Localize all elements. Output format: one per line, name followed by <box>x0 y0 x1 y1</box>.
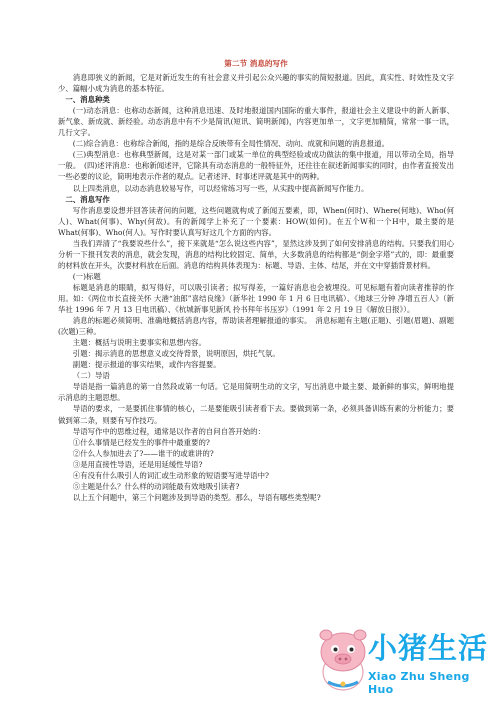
paragraph-typical-news: (三)典型消息：也称典型新闻，这是对某一部门或某一单位的典型经验或成功做法的集中报道，用以带动全局，指导一般。 (四)述评消息：也称新闻述评，它除具有动态消息的一般特征外，还往往在叙述新闻事实的同时，由作者直接发出一些必要的议论，简明地表示作者的观点。记者述评、时事述评就是其中的两种。 <box>58 150 454 182</box>
question-item: ⑤主题是什么？什么样的动词能最有效地吸引读者? <box>72 481 240 491</box>
question-item: ①什么事情是已经发生的事件中最重要的? <box>72 437 210 447</box>
paragraph-lead-definition: 导语是指一篇消息的第一自然段或第一句话。它是用简明生动的文字，写出消息中最主要、最新鲜的事实，鲜明地提示消息的主题思想。 <box>58 382 454 403</box>
section-title: 第二节 消息的写作 <box>224 59 288 68</box>
paragraph-headline-role: 标题是消息的眼睛，拟写得好，可以吸引读者；拟写得差，一篇好消息也会被埋没。可见标题有着向读者推荐的作用。如：《两位市长直接关怀 大港“油郎”喜结良缘》（新华社 1990 年 1 月 6 日电讯稿）、《地球三分钟 净增五百人》（新华社 1996 年 7 月 13 日电讯稿）、《杭城新事见新风 拎书拜年书压岁》（1991 年 2 月 19 日《解放日报》）。 <box>58 282 454 315</box>
document-page <box>58 58 454 503</box>
paragraph-structure: 当我们弄清了“我要说些什么”，接下来就是“怎么说这些内容”，显然这涉及到了如何安排消息的结构。只要我们用心分析一下报刊发表的消息，就会发现，消息的结构比较固定、简单，大多数消息的结构都是“倒金字塔”式的，即：最重要的材料放在开头，次要材料放在后面。消息的结构具体表现为：标题、导语、主体、结尾，并在文中穿插背景材料。 <box>58 238 454 270</box>
subheading-lead: （二）导语 <box>72 371 110 381</box>
watermark-brand-en: Xiao Zhu Sheng Huo <box>368 670 470 696</box>
paragraph-lead-requirements: 导语的要求，一是要抓住事情的核心，二是要能吸引读者看下去。要做到第一条，必须具备训练有素的分析能力；要做到第二条，则要有写作技巧。 <box>58 404 454 425</box>
paragraph-headline-types: 消息的标题必须简明、准确地概括消息内容，帮助读者理解报道的事实。 消息标题有主题(正题)、引题(眉题)、副题(次题)三种。 <box>58 316 454 337</box>
list-item: 副题：提示报道的事实结果，或作内容提要。 <box>72 360 221 370</box>
watermark-brand-cn: 小猪生活 <box>368 631 489 665</box>
paragraph-comprehensive-news: (二)综合消息：也称综合新闻，指的是综合反映带有全局性情况、动向、成就和问题的消息报道。 <box>72 139 389 149</box>
paragraph-lead-process: 导语写作中的思维过程，通常是以作者的自问自答开始的： <box>72 426 265 436</box>
question-item: ③是用直接性导语，还是用延缓性导语? <box>72 459 203 469</box>
question-item: ④有没有什么吸引人的词汇或生动形象的短语要写进导语中? <box>72 470 269 480</box>
paragraph-lead-types: 以上五个问题中，第三个问题涉及到导语的类型。那么，导语有哪些类型呢? <box>72 492 321 502</box>
watermark-logo <box>316 622 488 694</box>
pig-mascot-icon <box>316 622 370 694</box>
heading-message-types: 一、消息种类 <box>65 95 110 105</box>
subheading-headline: (一)标题 <box>72 271 101 281</box>
paragraph-summary: 以上四类消息，以动态消息较易写作，可以经常练习写一些，从实践中提高新闻写作能力。 <box>72 183 369 193</box>
question-item: ②什么人参加进去了?——谁干的或谁讲的? <box>72 448 214 458</box>
heading-message-writing: 二、消息写作 <box>65 194 110 204</box>
list-item: 引题：揭示消息的思想意义或交待背景，说明原因，烘托气氛。 <box>72 349 280 359</box>
paragraph-dynamic-news: (一)动态消息：也称动态新闻，这种消息迅速、及时地报道国内国际的重大事件，报道社会主义建设中的新人新事、新气象、新成就、新经验。动态消息中有不少是简讯(短讯、简明新闻)，内容更加单一，文字更加精简，常常一事一讯，几行文字。 <box>58 106 454 138</box>
intro-paragraph: 消息即狭义的新闻，它是对新近发生的有社会意义并引起公众兴趣的事实的简短报道。因此，真实性、时效性及文字少、篇幅小成为消息的基本特征。 <box>58 73 454 94</box>
list-item: 主题：概括与说明主要事实和思想内容。 <box>72 338 206 348</box>
paragraph-five-w: 写作消息要设想并回答读者问的问题，这些问题就构成了新闻五要素，即，When(何时)、Where(何地)、Who(何人)、What(何事)、Why(何故)。有的新闻学上补充了一个要素：HOW(如何)。在五个W和一个H中，最主要的是What(何事)、Who(何人)。写作时要认真写好这几个方面的内容。 <box>58 205 454 237</box>
